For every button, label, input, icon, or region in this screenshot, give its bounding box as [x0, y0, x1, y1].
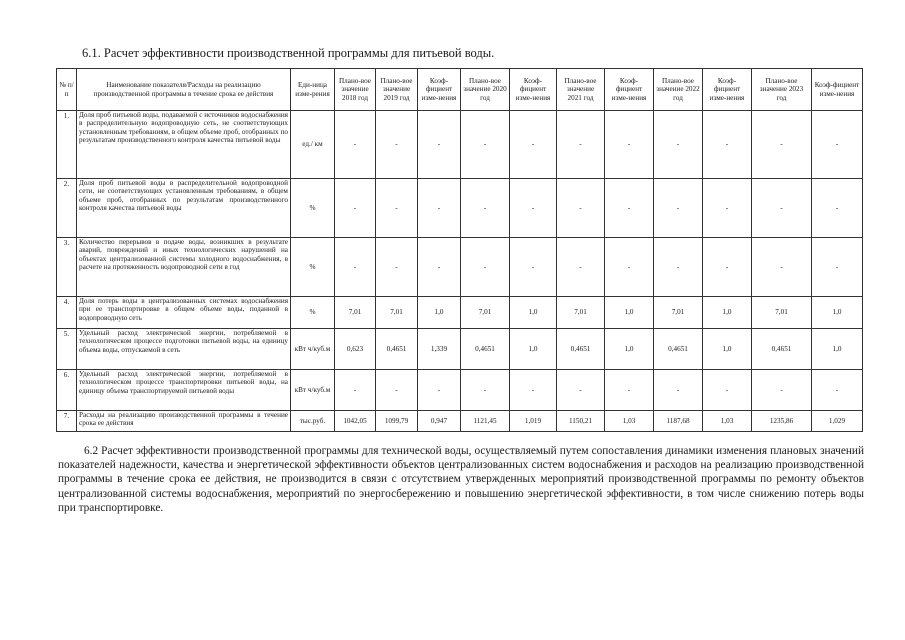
row-value-cell: 1,339 [418, 329, 461, 370]
row-value-cell: 1150,21 [557, 411, 605, 432]
row-number: 7. [57, 411, 77, 432]
row-value-cell: 1,0 [605, 297, 654, 329]
row-value-cell: - [510, 111, 557, 179]
row-value-cell: - [703, 111, 752, 179]
col-header-coef-2022: Коэф-фициент изме-нения [703, 69, 752, 111]
table-row [57, 111, 863, 179]
row-value-cell: 1,0 [418, 297, 461, 329]
row-value-cell: - [510, 238, 557, 297]
row-value-cell: - [812, 238, 863, 297]
row-unit: % [291, 238, 335, 297]
row-value-cell: 1235,86 [752, 411, 812, 432]
col-header-coef-2023: Коэф-фициент изме-нения [812, 69, 863, 111]
table-row [57, 370, 863, 411]
row-value-cell: - [703, 238, 752, 297]
efficiency-table [56, 68, 863, 432]
row-value-cell: - [376, 238, 418, 297]
row-value-cell: 7,01 [376, 297, 418, 329]
row-value-cell: 7,01 [654, 297, 703, 329]
row-value-cell: 1,0 [510, 297, 557, 329]
table-header-row [57, 69, 863, 111]
row-value-cell: 0,947 [418, 411, 461, 432]
row-unit: % [291, 179, 335, 238]
section-heading: 6.1. Расчет эффективности производственной программы для питьевой воды. [82, 46, 495, 60]
row-value-cell: - [752, 111, 812, 179]
col-header-coef-2019: Коэф-фициент изме-нения [418, 69, 461, 111]
row-value-cell: - [557, 111, 605, 179]
row-value-cell: 1,0 [703, 329, 752, 370]
row-value-cell: - [752, 179, 812, 238]
row-value-cell: - [605, 179, 654, 238]
table-row [57, 297, 863, 329]
row-value-cell: 1,0 [812, 329, 863, 370]
row-value-cell: - [418, 238, 461, 297]
row-unit: % [291, 297, 335, 329]
row-value-cell: 1,03 [605, 411, 654, 432]
row-value-cell: - [557, 179, 605, 238]
row-indicator-name: Расходы на реализацию производственной программы в течение срока ее действия [77, 411, 291, 432]
row-value-cell: 0,4651 [557, 329, 605, 370]
row-indicator-name: Удельный расход электрической энергии, потребляемой в технологическом процессе подготовки питьевой воды, на единицу объема воды, отпускаемой в сеть [77, 329, 291, 370]
row-value-cell: - [461, 179, 510, 238]
col-header-2018: Плано-вое значение 2018 год [335, 69, 376, 111]
row-value-cell: - [376, 370, 418, 411]
row-value-cell: 1042,05 [335, 411, 376, 432]
row-value-cell: - [605, 238, 654, 297]
row-value-cell: - [510, 370, 557, 411]
row-number: 4. [57, 297, 77, 329]
row-value-cell: - [654, 370, 703, 411]
row-value-cell: - [812, 370, 863, 411]
row-value-cell: - [557, 370, 605, 411]
row-number: 6. [57, 370, 77, 411]
col-header-coef-2021: Коэф-фициент изме-нения [605, 69, 654, 111]
row-value-cell: - [752, 238, 812, 297]
row-value-cell: 0,4651 [376, 329, 418, 370]
row-value-cell: - [335, 179, 376, 238]
row-value-cell: 1,029 [812, 411, 863, 432]
row-value-cell: 1121,45 [461, 411, 510, 432]
row-value-cell: - [376, 179, 418, 238]
row-value-cell: - [461, 111, 510, 179]
row-value-cell: - [418, 111, 461, 179]
row-number: 1. [57, 111, 77, 179]
row-value-cell: 0,4651 [752, 329, 812, 370]
row-value-cell: 0,4651 [654, 329, 703, 370]
row-unit: кВт ч/куб.м [291, 329, 335, 370]
row-indicator-name: Доля проб питьевой воды в распределительной водопроводной сети, не соответствующих установленным требованиям, в общем объеме проб, отобранных по результатам производственного контроля качества питьевой воды [77, 179, 291, 238]
row-value-cell: - [654, 111, 703, 179]
table-row [57, 329, 863, 370]
row-value-cell: - [335, 238, 376, 297]
row-value-cell: - [557, 238, 605, 297]
row-value-cell: - [510, 179, 557, 238]
row-value-cell: - [418, 370, 461, 411]
row-number: 2. [57, 179, 77, 238]
row-value-cell: - [703, 370, 752, 411]
table-row [57, 411, 863, 432]
col-header-2022: Плано-вое значение 2022 год [654, 69, 703, 111]
table-row [57, 179, 863, 238]
row-value-cell: - [605, 370, 654, 411]
row-value-cell: - [461, 370, 510, 411]
row-value-cell: 1,019 [510, 411, 557, 432]
row-value-cell: - [752, 370, 812, 411]
row-value-cell: - [335, 111, 376, 179]
row-value-cell: 1099,79 [376, 411, 418, 432]
row-value-cell: 0,623 [335, 329, 376, 370]
row-value-cell: - [812, 111, 863, 179]
row-indicator-name: Доля потерь воды в централизованных системах водоснабжения при ее транспортировке в общем объеме воды, поданной в водопроводную сеть [77, 297, 291, 329]
row-value-cell: 7,01 [335, 297, 376, 329]
row-value-cell: - [812, 179, 863, 238]
row-value-cell: 7,01 [461, 297, 510, 329]
row-indicator-name: Удельный расход электрической энергии, потребляемой в технологическом процессе транспортировки питьевой воды, на единицу объема транспортируемой питьевой воды [77, 370, 291, 411]
col-header-coef-2020: Коэф-фициент изме-нения [510, 69, 557, 111]
row-value-cell: 7,01 [557, 297, 605, 329]
row-value-cell: - [376, 111, 418, 179]
row-value-cell: 1187,68 [654, 411, 703, 432]
col-header-2023: Плано-вое значение 2023 год [752, 69, 812, 111]
col-header-2021: Плано-вое значение 2021 год [557, 69, 605, 111]
row-unit: ед./ км [291, 111, 335, 179]
row-value-cell: - [335, 370, 376, 411]
row-unit: кВт ч/куб.м [291, 370, 335, 411]
row-value-cell: 0,4651 [461, 329, 510, 370]
row-value-cell: 1,0 [703, 297, 752, 329]
row-value-cell: - [703, 179, 752, 238]
row-value-cell: 1,0 [510, 329, 557, 370]
col-header-name: Наименование показателя/Расходы на реализацию производственной программы в течение срока ее действия [77, 69, 291, 111]
row-indicator-name: Количество перерывов в подаче воды, возникших в результате аварий, повреждений и иных технологических нарушений на объектах централизованной системы холодного водоснабжения, в расчете на протяженность водопроводной сети в год [77, 238, 291, 297]
row-value-cell: - [654, 238, 703, 297]
row-value-cell: 1,03 [703, 411, 752, 432]
row-value-cell: 7,01 [752, 297, 812, 329]
row-number: 5. [57, 329, 77, 370]
col-header-2019: Плано-вое значение 2019 год [376, 69, 418, 111]
col-header-2020: Плано-вое значение 2020 год [461, 69, 510, 111]
col-header-unit: Еди-ница изме-рения [291, 69, 335, 111]
row-unit: тыс.руб. [291, 411, 335, 432]
row-value-cell: - [654, 179, 703, 238]
row-number: 3. [57, 238, 77, 297]
paragraph-6-2: 6.2 Расчет эффективности производственной программы для технической воды, осуществляемый путем сопоставления динамики изменения плановых значений показателей надежности, качества и энергетической эффективности объектов централизованных систем водоснабжения и расходов на реализацию производственной программы в течение срока ее действия, не производится в связи с отсутствием утвержденных мероприятий производственной программы по ремонту объектов централизованной системы водоснабжения, мероприятий по энергосбережению и повышению энергетической эффективности, в том числе снижению потерь воды при транспортировке. [58, 445, 864, 514]
row-value-cell: - [605, 111, 654, 179]
row-indicator-name: Доля проб питьевой воды, подаваемой с источников водоснабжения в распределительную водопроводную сеть, не соответствующих установленным требованиям, в общем объеме проб, отобранных по результатам производственного контроля качества питьевой воды [77, 111, 291, 179]
table-row [57, 238, 863, 297]
row-value-cell: 1,0 [812, 297, 863, 329]
row-value-cell: - [461, 238, 510, 297]
col-header-num: № п/п [57, 69, 77, 111]
row-value-cell: - [418, 179, 461, 238]
row-value-cell: 1,0 [605, 329, 654, 370]
